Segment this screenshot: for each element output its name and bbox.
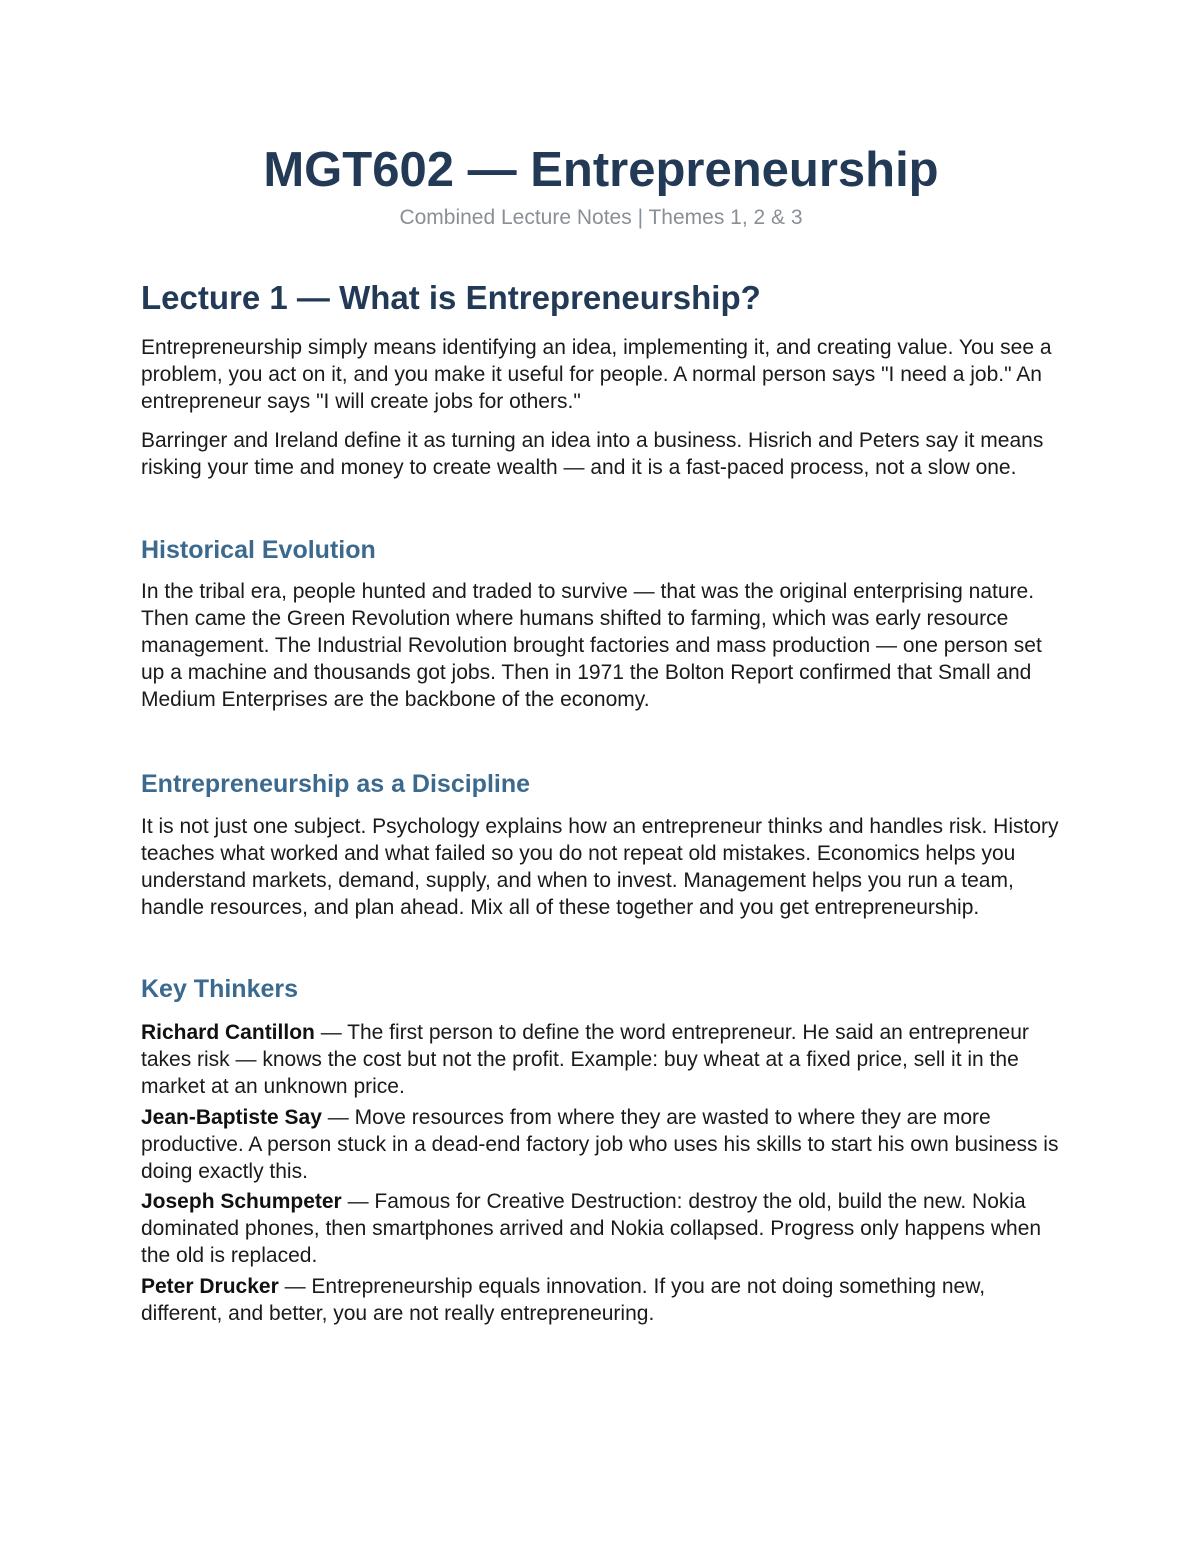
thinker-description: — Entrepreneurship equals innovation. If you are not doing something new, different, and better, you are not really entrepreneuring. (141, 1275, 986, 1325)
thinker-cantillon (141, 1019, 1066, 1100)
historical-evolution-paragraph: In the tribal era, people hunted and traded to survive — that was the original enterprising nature. Then came the Green Revolution where humans shifted to farming, which was early resource management. The Industrial Revolution brought factories and mass production — one person set up a machine and thousands got jobs. Then in 1971 the Bolton Report confirmed that Small and Medium Enterprises are the backbone of the economy. (141, 580, 1042, 711)
thinker-schumpeter (141, 1188, 1066, 1269)
thinker-name: Joseph Schumpeter (141, 1190, 342, 1213)
thinker-drucker (141, 1273, 1066, 1327)
thinker-say (141, 1104, 1066, 1185)
thinker-description: — The first person to define the word entrepreneur. He said an entrepreneur takes risk — knows the cost but not the profit. Example: buy wheat at a fixed price, sell it in the market at an unknown price. (141, 1021, 1029, 1098)
thinker-name: Richard Cantillon (141, 1021, 315, 1044)
thinker-name: Jean-Baptiste Say (141, 1106, 322, 1129)
key-thinkers-heading: Key Thinkers (141, 975, 299, 1003)
document-title: MGT602 — Entrepreneurship (263, 143, 939, 197)
lecture-1-heading: Lecture 1 — What is Entrepreneurship? (141, 279, 761, 316)
historical-evolution-heading: Historical Evolution (141, 536, 376, 564)
thinker-name: Peter Drucker (141, 1275, 279, 1298)
lecture-1-paragraph-1: Entrepreneurship simply means identifying an idea, implementing it, and creating value. You see a problem, you act on it, and you make it useful for people. A normal person says "I need a job." An entrepreneur says "I will create jobs for others." (141, 336, 1052, 413)
discipline-paragraph: It is not just one subject. Psychology explains how an entrepreneur thinks and handles risk. History teaches what worked and what failed so you do not repeat old mistakes. Economics helps you understand markets, demand, supply, and when to invest. Management helps you run a team, handle resources, and plan ahead. Mix all of these together and you get entrepreneurship. (141, 815, 1059, 919)
thinker-description: — Move resources from where they are wasted to where they are more productive. A person stuck in a dead-end factory job who uses his skills to start his own business is doing exactly this. (141, 1106, 1059, 1183)
lecture-1-paragraph-2: Barringer and Ireland define it as turning an idea into a business. Hisrich and Peters say it means risking your time and money to create wealth — and it is a fast-paced process, not a slow one. (141, 429, 1044, 479)
thinker-description: — Famous for Creative Destruction: destroy the old, build the new. Nokia dominated phones, then smartphones arrived and Nokia collapsed. Progress only happens when the old is replaced. (141, 1190, 1042, 1267)
document-subtitle: Combined Lecture Notes | Themes 1, 2 & 3 (399, 206, 803, 229)
discipline-heading: Entrepreneurship as a Discipline (141, 770, 531, 798)
